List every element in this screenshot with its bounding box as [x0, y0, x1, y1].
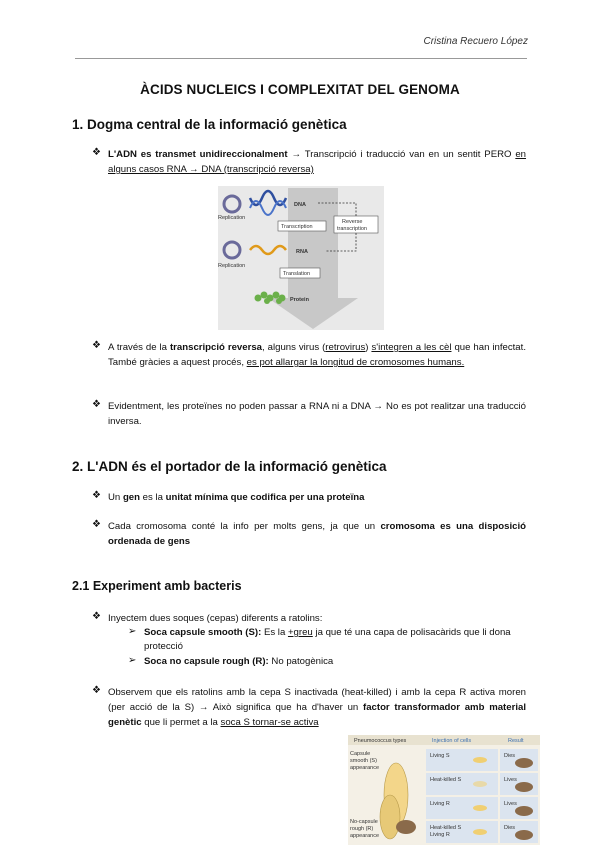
s1b1-text: → Transcripció i traducció van en un sentit PERO	[287, 149, 516, 160]
mouse-icon	[396, 820, 416, 834]
row2-injection: Heat-killed S	[430, 777, 462, 783]
sub1-u1: +greu	[287, 627, 313, 638]
bullet-icon: ❖	[92, 340, 101, 351]
reverse-label-1: Reverse	[342, 219, 363, 225]
s1-bullet-1	[108, 147, 526, 177]
transcription-label: Transcription	[281, 224, 313, 230]
s2-bullet-2	[108, 519, 526, 549]
rna-strand-icon	[250, 246, 286, 254]
s21-bullet-1: Inyectem dues soques (cepas) diferents a ratolins:	[108, 613, 323, 624]
griffith-experiment-diagram	[348, 735, 540, 845]
s2b1-b2: unitat mínima que codifica per una proteïna	[165, 492, 365, 503]
s2-bullet-1	[108, 490, 526, 505]
rna-label: RNA	[296, 249, 308, 255]
s2b1-t2: es la	[140, 492, 166, 503]
row1-result: Dies	[504, 753, 516, 759]
sub2-t1: No patogènica	[268, 656, 334, 667]
section-2-heading: 2. L'ADN és el portador de la informació genètica	[72, 459, 387, 474]
dna-label: DNA	[294, 202, 306, 208]
sub1-t1: Es la	[261, 627, 288, 638]
s1b2-t3: )	[365, 342, 372, 353]
s21b2-t1: Observem que els ratolins amb la cepa S inactivada (heat-killed) i amb la cepa R activa moren (per acció de la S) → Això significa que ha d'haver un	[108, 687, 526, 713]
bullet-icon: ❖	[92, 611, 101, 622]
mouse-icon	[515, 806, 533, 816]
capsule-label-3: appearance	[350, 765, 380, 771]
s1b2-t4: que han infectat. També gràcies a aquest procés,	[108, 342, 526, 368]
s1b1-underlined: en alguns casos RNA → DNA (transcripció reversa)	[108, 149, 527, 175]
nocap-label-1: No-capsule	[350, 819, 378, 825]
sub1-bold: Soca capsule smooth (S):	[144, 627, 262, 638]
s1b2-t1: A través de la	[108, 342, 170, 353]
s21b2-u1: soca S tornar-se activa	[220, 717, 319, 728]
mouse-icon	[515, 830, 533, 840]
section-1-heading: 1. Dogma central de la informació genètica	[72, 117, 347, 132]
replication-loop-dna	[224, 196, 240, 212]
row3-result: Lives	[504, 801, 517, 807]
section-2-1-heading: 2.1 Experiment amb bacteris	[72, 579, 242, 593]
s21-sub-1	[144, 626, 526, 654]
s1-bullet-2	[108, 340, 526, 370]
replication-loop-rna	[224, 242, 240, 258]
sub1-t2: ja que té una capa de polisacàrids que li dona protecció	[144, 627, 511, 652]
row2-result: Lives	[504, 777, 517, 783]
row4-injection: Heat-killed S	[430, 825, 462, 831]
row1-injection: Living S	[430, 753, 450, 759]
sub2-bold: Soca no capsule rough (R):	[144, 656, 269, 667]
replication-label-2: Replication	[218, 263, 246, 269]
arrow-bullet-icon: ➢	[128, 626, 137, 637]
bullet-icon: ❖	[92, 490, 101, 501]
s2b1-t1: Un	[108, 492, 123, 503]
reverse-label-2: transcription	[337, 226, 367, 232]
capsule-label-2: smooth (S)	[350, 758, 377, 764]
mouse-icon	[515, 782, 533, 792]
s1b2-t2: , alguns virus (	[262, 342, 326, 353]
header-divider	[75, 58, 527, 59]
flow-arrow-shape	[268, 188, 358, 329]
bullet-icon: ❖	[92, 399, 101, 410]
bullet-icon: ❖	[92, 519, 101, 530]
col-types-header: Pneumococcus types	[354, 738, 407, 744]
s1-bullet-3: Evidentment, les proteïnes no poden passar a RNA ni a DNA → No es pot realitzar una traducció inversa.	[108, 401, 526, 427]
dna-helix-icon	[250, 191, 286, 205]
bullet-icon: ❖	[92, 147, 101, 158]
row4-injection-2: Living R	[430, 832, 450, 838]
s21b2-t2: que li permet a la	[141, 717, 221, 728]
document-title: ÀCIDS NUCLEICS I COMPLEXITAT DEL GENOMA	[140, 82, 460, 97]
row4-result: Dies	[504, 825, 516, 831]
row3-injection: Living R	[430, 801, 450, 807]
mouse-icon	[515, 758, 533, 768]
protein-label: Protein	[290, 297, 309, 303]
s1b2-u3: es pot allargar la longitud de cromosomes humans.	[246, 357, 465, 368]
central-dogma-diagram	[218, 186, 384, 330]
s1b2-bold: transcripció reversa	[169, 342, 263, 353]
s21b2-b1: factor transformador amb material genètic	[108, 702, 526, 728]
s2b2-b1: cromosoma es una disposició ordenada de gens	[108, 521, 526, 547]
nocap-label-3: appearance	[350, 833, 380, 839]
arrow-bullet-icon: ➢	[128, 655, 137, 666]
protein-icon	[255, 292, 286, 305]
col-result-header: Result	[508, 738, 524, 744]
replication-label-1: Replication	[218, 215, 246, 221]
s2b2-t1: Cada cromosoma conté la info per molts gens, ja que un	[108, 521, 381, 532]
s2b1-b1: gen	[122, 492, 140, 503]
s1b2-u2: s'integren a les cèl	[371, 342, 452, 353]
nocap-label-2: rough (R)	[350, 826, 374, 832]
s1b2-u1: retrovirus	[325, 342, 366, 353]
author-name: Cristina Recuero López	[423, 36, 528, 47]
s21-sub-2	[144, 655, 526, 669]
capsule-label-1: Capsule	[350, 751, 371, 757]
translation-label: Translation	[283, 271, 311, 277]
s1b1-bold: L'ADN es transmet unidireccionalment	[108, 149, 288, 160]
bullet-icon: ❖	[92, 685, 101, 696]
s21-bullet-2	[108, 685, 526, 730]
col-injection-header: Injection of cells	[432, 738, 472, 744]
